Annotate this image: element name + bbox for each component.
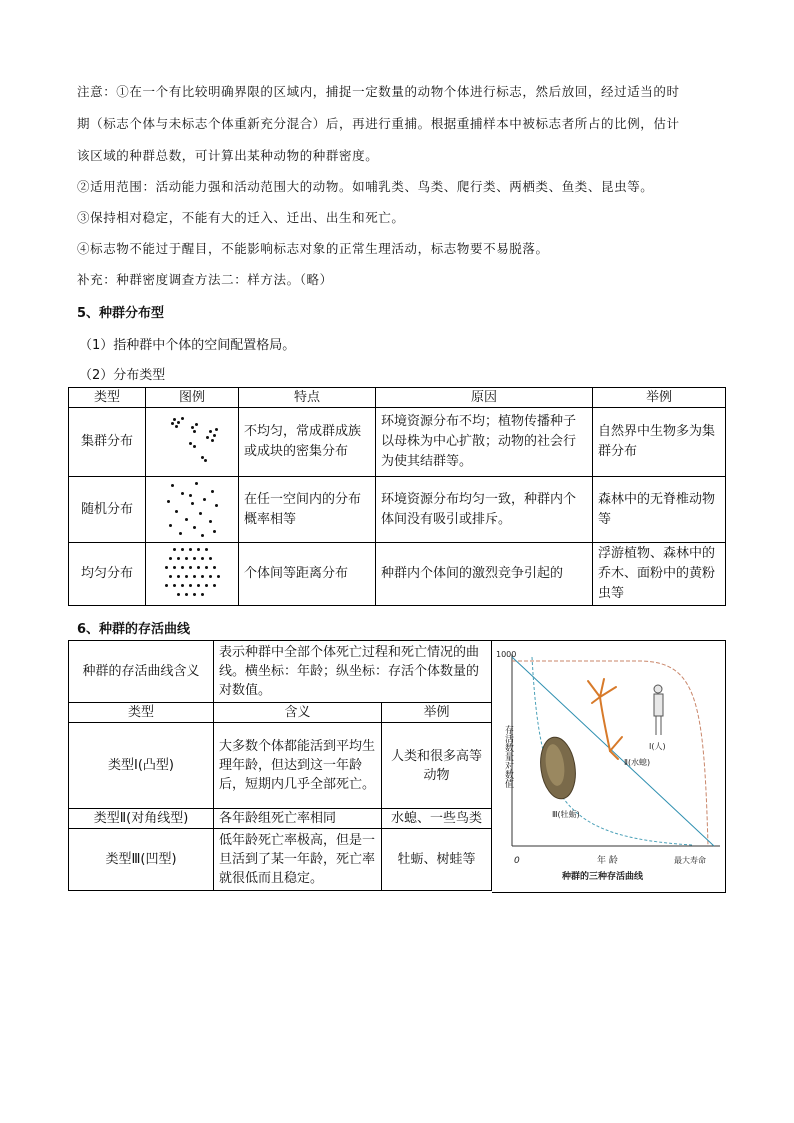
note-line: 该区域的种群总数，可计算出某种动物的种群密度。 (77, 148, 379, 163)
pattern-dot (217, 575, 220, 578)
reason-cell: 环境资源分布不均；植物传播种子以母株为中心扩散；动物的社会行为使其结群等。 (376, 408, 593, 477)
pattern-dot (213, 566, 216, 569)
pattern-dot (209, 520, 212, 523)
pattern-dot (193, 593, 196, 596)
pattern-dot (177, 557, 180, 560)
example-cell: 牡蛎、树蛙等 (382, 829, 492, 891)
legend-cell (146, 543, 239, 606)
pattern-dot (209, 430, 212, 433)
pattern-dot (197, 566, 200, 569)
pattern-dot (181, 566, 184, 569)
pattern-dot (206, 436, 209, 439)
survivorship-table (68, 640, 492, 891)
note-line: ③保持相对稳定，不能有大的迁入、迁出、出生和死亡。 (77, 210, 405, 225)
pattern-dot (193, 526, 196, 529)
pattern-dot (185, 593, 188, 596)
pattern-dot (195, 482, 198, 485)
feature-cell: 在任一空间内的分布概率相等 (239, 477, 376, 543)
pattern-dot (173, 418, 176, 421)
curve2-label: Ⅱ(水螅) (624, 758, 651, 767)
pattern-dot (189, 442, 192, 445)
column-header: 图例 (146, 388, 239, 408)
pattern-dot (185, 575, 188, 578)
pattern-dot (169, 557, 172, 560)
table-row (69, 829, 492, 891)
type-cell: 类型Ⅲ(凹型) (69, 829, 214, 891)
example-cell: 自然界中生物多为集群分布 (593, 408, 726, 477)
pattern-dot (193, 557, 196, 560)
reason-cell: 种群内个体间的激烈竞争引起的 (376, 543, 593, 606)
column-header: 举例 (593, 388, 726, 408)
example-cell: 森林中的无脊椎动物等 (593, 477, 726, 543)
pattern-dot (195, 423, 198, 426)
pattern-dot (197, 584, 200, 587)
pattern-dot (211, 439, 214, 442)
pattern-dot (165, 566, 168, 569)
curve3-label: Ⅲ(牡蛎) (552, 810, 580, 819)
pattern-dot (171, 484, 174, 487)
feature-cell: 不均匀，常成群成族或成块的密集分布 (239, 408, 376, 477)
pattern-dot (181, 584, 184, 587)
random-pattern (151, 480, 233, 540)
survivorship-chart (492, 641, 724, 892)
distribution-table (68, 387, 726, 606)
pattern-dot (169, 524, 172, 527)
pattern-dot (213, 434, 216, 437)
pattern-dot (173, 584, 176, 587)
pattern-dot (189, 584, 192, 587)
pattern-dot (193, 575, 196, 578)
pattern-dot (189, 494, 192, 497)
meaning-row (69, 641, 492, 703)
example-cell: 人类和很多高等动物 (382, 723, 492, 809)
meaning-label: 种群的存活曲线含义 (69, 641, 214, 703)
note-line: 注意：①在一个有比较明确界限的区域内，捕捉一定数量的动物个体进行标志，然后放回，经过适当的时 (77, 84, 680, 99)
section-title: 5、种群分布型 (77, 306, 165, 321)
meaning-cell: 大多数个体都能活到平均生理年龄，但达到这一年龄后，短期内几乎全部死亡。 (214, 723, 382, 809)
pattern-dot (205, 548, 208, 551)
pattern-dot (175, 510, 178, 513)
x-max-label: 最大寿命 (674, 856, 706, 865)
note-line: 期（标志个体与未标志个体重新充分混合）后，再进行重捕。根据重捕样本中被标志者所占的比例，估计 (77, 116, 680, 131)
pattern-dot (191, 426, 194, 429)
pattern-dot (175, 425, 178, 428)
pattern-dot (169, 575, 172, 578)
pattern-dot (167, 500, 170, 503)
pattern-dot (189, 566, 192, 569)
pattern-dot (193, 430, 196, 433)
note-line: ④标志物不能过于醒目，不能影响标志对象的正常生理活动，标志物要不易脱落。 (77, 241, 549, 256)
uniform-pattern (151, 544, 233, 604)
pattern-dot (215, 504, 218, 507)
table-row (69, 543, 726, 606)
pattern-dot (181, 548, 184, 551)
column-header: 类型 (69, 388, 146, 408)
clumped-pattern (151, 412, 233, 472)
example-cell: 浮游植物、森林中的乔木、面粉中的黄粉虫等 (593, 543, 726, 606)
origin-label: 0 (514, 856, 520, 866)
pattern-dot (179, 532, 182, 535)
x-axis-label: 年 龄 (597, 856, 618, 866)
column-header: 类型 (69, 703, 214, 723)
table-header-row (69, 703, 492, 723)
column-header: 含义 (214, 703, 382, 723)
meaning-cell: 各年龄组死亡率相同 (214, 809, 382, 829)
pattern-dot (205, 584, 208, 587)
pattern-dot (201, 593, 204, 596)
table-row (69, 723, 492, 809)
pattern-dot (213, 584, 216, 587)
y-axis-label: 存活数量对数值 (503, 725, 513, 788)
type-cell: 类型Ⅱ(对角线型) (69, 809, 214, 829)
legend-cell (146, 477, 239, 543)
column-header: 举例 (382, 703, 492, 723)
note-line: ②适用范围：活动能力强和活动范围大的动物。如哺乳类、鸟类、爬行类、两栖类、鱼类、昆虫等。 (77, 179, 654, 194)
pattern-dot (191, 502, 194, 505)
column-header: 特点 (239, 388, 376, 408)
pattern-dot (173, 566, 176, 569)
pattern-dot (203, 498, 206, 501)
subsection: （2）分布类型 (79, 368, 166, 383)
type-cell: 均匀分布 (69, 543, 146, 606)
pattern-dot (177, 593, 180, 596)
type-cell: 集群分布 (69, 408, 146, 477)
table-row (69, 408, 726, 477)
reason-cell: 环境资源分布均匀一致，种群内个体间没有吸引或排斥。 (376, 477, 593, 543)
pattern-dot (165, 584, 168, 587)
pattern-dot (181, 417, 184, 420)
curve1-label: Ⅰ(人) (649, 742, 666, 751)
pattern-dot (193, 445, 196, 448)
pattern-dot (201, 575, 204, 578)
pattern-dot (185, 518, 188, 521)
pattern-dot (171, 422, 174, 425)
pattern-dot (199, 512, 202, 515)
survivorship-figure (492, 640, 726, 893)
pattern-dot (209, 575, 212, 578)
pattern-dot (177, 575, 180, 578)
table-row (69, 809, 492, 829)
pattern-dot (177, 421, 180, 424)
oyster-icon (537, 735, 579, 801)
pattern-dot (205, 566, 208, 569)
type-cell: 类型Ⅰ(凸型) (69, 723, 214, 809)
pattern-dot (197, 548, 200, 551)
example-cell: 水螅、一些鸟类 (382, 809, 492, 829)
pattern-dot (213, 530, 216, 533)
subsection: （1）指种群中个体的空间配置格局。 (79, 338, 296, 353)
pattern-dot (201, 557, 204, 560)
pattern-dot (211, 490, 214, 493)
pattern-dot (204, 459, 207, 462)
table-header-row (69, 388, 726, 408)
pattern-dot (173, 548, 176, 551)
pattern-dot (209, 557, 212, 560)
table-row (69, 477, 726, 543)
y-top-label: 1000 (496, 650, 517, 659)
pattern-dot (185, 557, 188, 560)
figure-caption: 种群的三种存活曲线 (562, 872, 644, 882)
legend-cell (146, 408, 239, 477)
pattern-dot (181, 492, 184, 495)
column-header: 原因 (376, 388, 593, 408)
note-line: 补充：种群密度调查方法二：样方法。（略） (77, 272, 333, 287)
pattern-dot (189, 548, 192, 551)
human-icon (654, 685, 663, 735)
hydra-icon (588, 679, 622, 759)
meaning-text: 表示种群中全部个体死亡过程和死亡情况的曲线。横坐标：年龄；纵坐标：存活个体数量的对数值。 (214, 641, 492, 703)
section-title: 6、种群的存活曲线 (77, 622, 191, 637)
feature-cell: 个体间等距离分布 (239, 543, 376, 606)
pattern-dot (215, 428, 218, 431)
meaning-cell: 低年龄死亡率极高，但是一旦活到了某一年龄，死亡率就很低而且稳定。 (214, 829, 382, 891)
pattern-dot (201, 534, 204, 537)
type-cell: 随机分布 (69, 477, 146, 543)
